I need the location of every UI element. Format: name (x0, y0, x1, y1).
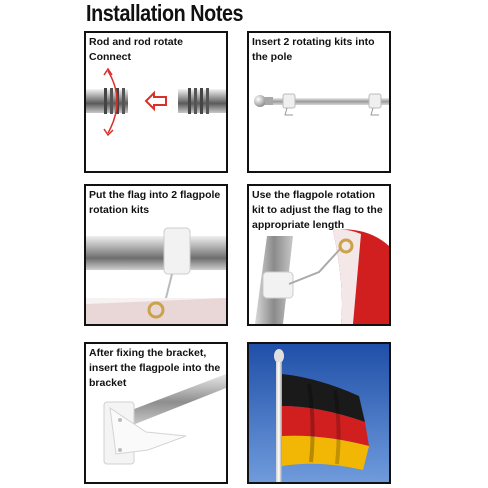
page-title: Installation Notes (86, 0, 244, 26)
step-1-caption: Rod and rod rotate Connect (89, 36, 183, 63)
flagpole (276, 362, 282, 482)
rotating-kit-2 (369, 94, 381, 108)
step-1-panel (84, 31, 228, 173)
finial (274, 349, 284, 363)
finial-ball (254, 95, 266, 107)
rotating-kit-1 (283, 94, 295, 108)
step-3-panel (84, 184, 228, 326)
rotation-kit (263, 272, 293, 298)
step-2-panel (247, 31, 391, 173)
rotation-kit (164, 228, 190, 274)
flagpole (86, 236, 226, 270)
step-3-caption: Put the flag into 2 flagpole rotation kits (89, 189, 221, 216)
insert-arrow-icon (146, 93, 166, 109)
step-5-caption: After fixing the bracket, insert the flagpole into the bracket (89, 347, 221, 389)
german-flag-photo (249, 344, 389, 482)
step-2-caption: Insert 2 rotating kits into the pole (252, 36, 375, 63)
step-6-panel (247, 342, 391, 484)
step-4-caption: Use the flagpole rotation kit to adjust the flag to the appropriate length (252, 189, 383, 231)
step-5-panel (84, 342, 228, 484)
step-4-panel (247, 184, 391, 326)
